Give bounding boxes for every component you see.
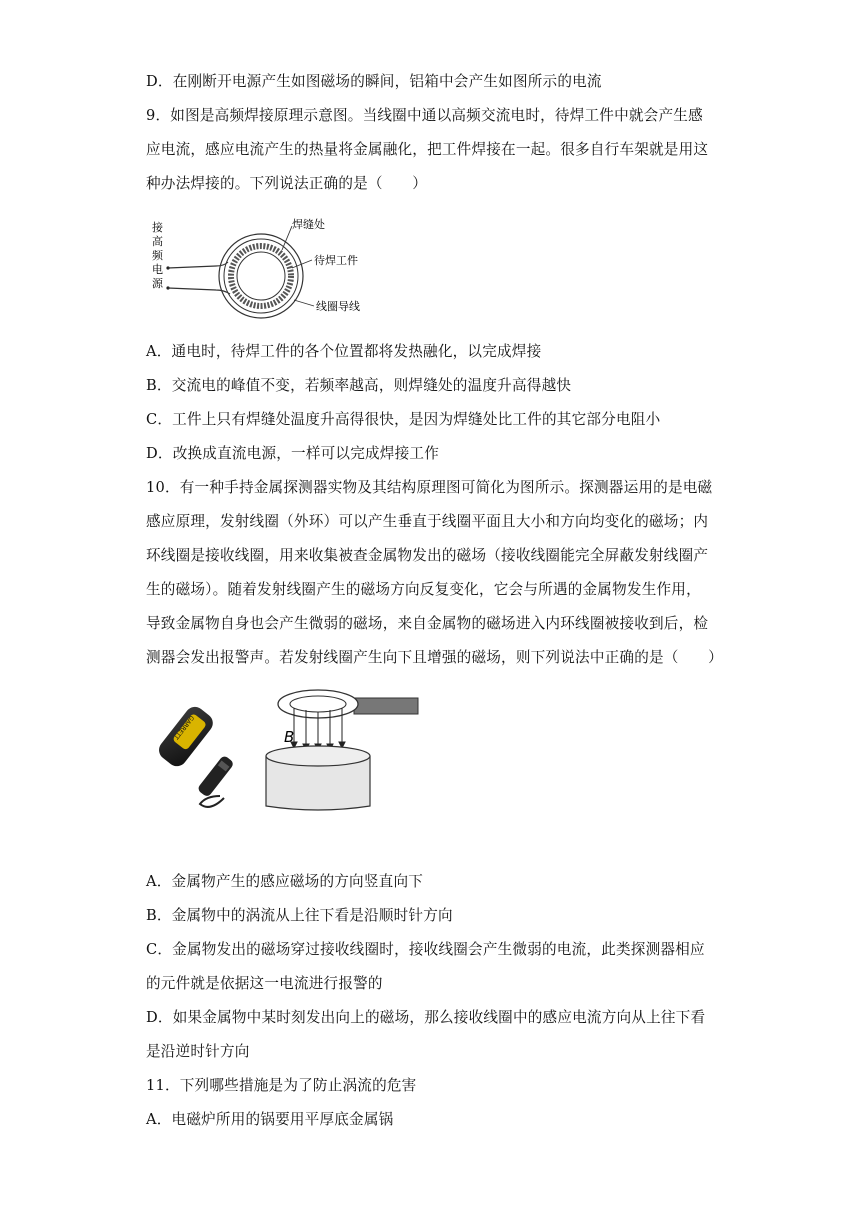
q10-stem-line-1: 10．有一种手持金属探测器实物及其结构原理图可简化为图所示。探测器运用的是电磁: [146, 479, 713, 496]
source-label-4: 电: [152, 263, 163, 276]
q9-stem-line-2: 应电流，感应电流产生的热量将金属融化，把工件焊接在一起。很多自行车架就是用这: [146, 141, 709, 158]
q10-stem-line-4: 生的磁场）。随着发射线圈产生的磁场方向反复变化，它会与所遇的金属物发生作用，: [146, 581, 701, 598]
q10-stem-line-3: 环线圈是接收线圈，用来收集被查金属物发出的磁场（接收线圈能完全屏蔽发射线圈产: [146, 547, 709, 564]
weld-label: 焊缝处: [292, 218, 325, 231]
q10-option-a: A．金属物产生的感应磁场的方向竖直向下: [146, 873, 424, 890]
source-label-1: 接: [152, 221, 163, 234]
q11-stem: 11．下列哪些措施是为了防止涡流的危害: [146, 1077, 417, 1094]
q10-option-d-line-1: D．如果金属物中某时刻发出向上的磁场，那么接收线圈中的感应电流方向从上往下看: [146, 1009, 706, 1026]
q8-option-d: D．在刚断开电源产生如图磁场的瞬间，铝箱中会产生如图所示的电流: [146, 73, 602, 90]
magnetic-field-label: B: [284, 728, 295, 746]
detector-schematic: [262, 686, 424, 812]
q9-stem-line-1: 9．如图是高频焊接原理示意图。当线圈中通以高频交流电时，待焊工件中就会产生感: [146, 107, 703, 124]
workpiece-label: 待焊工件: [314, 254, 358, 267]
q11-option-a: A．电磁炉所用的锅要用平厚底金属锅: [146, 1111, 394, 1128]
q9-option-b: B．交流电的峰值不变，若频率越高，则焊缝处的温度升高得越快: [146, 377, 572, 394]
detector-brand-text: GARRETT: [172, 713, 196, 741]
q9-option-d: D．改换成直流电源，一样可以完成焊接工作: [146, 445, 439, 462]
q9-stem-line-3: 种办法焊接的。下列说法正确的是（ ）: [146, 175, 428, 192]
welding-diagram: [144, 212, 374, 324]
q10-option-c-line-2: 的元件就是依据这一电流进行报警的: [146, 975, 383, 992]
q10-option-c-line-1: C．金属物发出的磁场穿过接收线圈时，接收线圈会产生微弱的电流，此类探测器相应: [146, 941, 705, 958]
q9-option-c: C．工件上只有焊缝处温度升高得很快，是因为焊缝处比工件的其它部分电阻小: [146, 411, 661, 428]
source-label-2: 高: [152, 235, 163, 248]
q10-stem-line-2: 感应原理，发射线圈（外环）可以产生垂直于线圈平面且大小和方向均变化的磁场；内: [146, 513, 709, 530]
q10-stem-line-5: 导致金属物自身也会产生微弱的磁场，来自金属物的磁场进入内环线圈被接收到后，检: [146, 615, 709, 632]
source-label-5: 源: [152, 277, 163, 290]
source-label-3: 频: [152, 249, 163, 262]
q9-option-a: A．通电时，待焊工件的各个位置都将发热融化，以完成焊接: [146, 343, 542, 360]
q10-stem-line-6: 测器会发出报警声。若发射线圈产生向下且增强的磁场，则下列说法中正确的是（ ）: [146, 649, 723, 666]
q10-option-d-line-2: 是沿逆时针方向: [146, 1043, 250, 1060]
q10-option-b: B．金属物中的涡流从上往下看是沿顺时针方向: [146, 907, 453, 924]
metal-detector-photo: [148, 702, 248, 814]
coil-label: 线圈导线: [316, 300, 360, 313]
